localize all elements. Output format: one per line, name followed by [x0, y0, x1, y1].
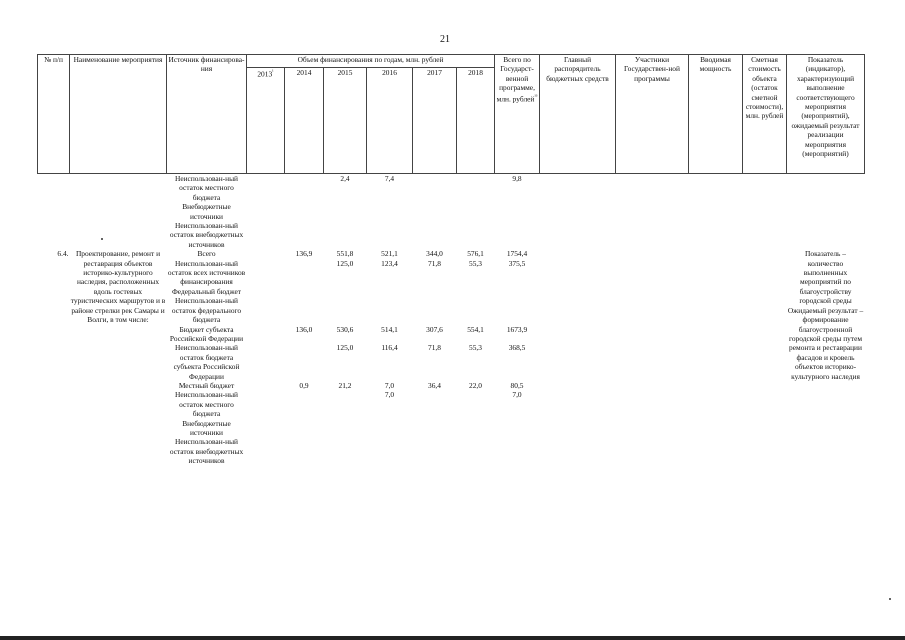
cell-total: 80,5 — [510, 380, 524, 390]
cell-total: 7,0 — [512, 390, 522, 400]
cell-2018: 576,1 — [467, 249, 484, 259]
scan-speck — [101, 238, 103, 240]
row-name — [70, 174, 167, 203]
cell-2017 — [413, 221, 457, 249]
row-source: Неиспользован-ный остаток местного бюджета — [174, 174, 238, 202]
table-row — [38, 249, 865, 258]
row-name — [70, 202, 167, 221]
cell-2016 — [367, 202, 413, 221]
cell-2013 — [247, 287, 285, 296]
cell-2017 — [413, 174, 457, 203]
row-source: Неиспользован-ный остаток бюджета субъекта Российской Федерации — [173, 343, 240, 381]
indicator-text: Показатель – количество выполненных мероприятий по благоустройству городской среды Ожидаемый результат – формирование благоустроенной городской среды путем ремонта и реставрации фасадов и кровель объектов историко-культурного наследия — [787, 249, 864, 381]
cell-total: 1754,4 — [506, 249, 528, 259]
cell-total — [495, 221, 540, 249]
cell-total — [495, 437, 540, 465]
row-source: Федеральный бюджет — [171, 286, 242, 296]
cell-2016 — [367, 437, 413, 465]
cell-total: 1673,9 — [506, 324, 528, 334]
cell-2013 — [247, 296, 285, 324]
cell-2017 — [413, 202, 457, 221]
cell-2018 — [457, 174, 495, 203]
row-name: Проектирование, ремонт и реставрация объектов историко-культурного наследия, расположенных вдоль гостевых туристических маршрутов и в районе стрелки рек Самары и Волги, в том числе: — [70, 249, 166, 325]
row-source: Всего — [197, 249, 216, 259]
cell-2013 — [247, 174, 285, 203]
row-name — [70, 381, 167, 390]
cell-2017: 344,0 — [426, 249, 443, 259]
cell-2017 — [413, 287, 457, 296]
row-source: Неиспользован-ный остаток местного бюджета — [174, 390, 238, 419]
cell-2018 — [457, 221, 495, 249]
header-year-2017: 2017 — [413, 68, 457, 174]
row-num — [38, 259, 70, 287]
cell-2018: 22,0 — [469, 380, 482, 390]
cell-2017 — [413, 390, 457, 418]
cell-2016: 7,0 — [384, 380, 395, 390]
cell-2015: 21,2 — [338, 380, 352, 390]
row-num — [38, 296, 70, 324]
row-num — [38, 419, 70, 438]
cell-2014: 136,9 — [295, 249, 313, 259]
header-total: Всего по Государст-венной программе, млн. рублей$^{^{13}}$ — [495, 55, 540, 174]
table-row — [38, 174, 865, 203]
table-row — [38, 381, 865, 390]
cell-2014: 0,9 — [299, 380, 309, 390]
cell-2015: 125,0 — [336, 343, 354, 353]
cell-2013 — [247, 381, 285, 390]
cell-total — [495, 287, 540, 296]
cell-2017: 71,8 — [428, 258, 441, 268]
cell-total: 375,5 — [508, 258, 526, 268]
row-num — [38, 221, 70, 249]
cell-2018 — [457, 419, 495, 438]
cell-2016 — [367, 287, 413, 296]
cell-2016: 116,4 — [381, 343, 398, 353]
cell-2016 — [367, 296, 413, 324]
cell-2016: 514,1 — [381, 324, 398, 334]
scan-speck — [889, 598, 891, 600]
cell-2016 — [367, 221, 413, 249]
cell-2017: 71,8 — [428, 343, 441, 353]
cell-total: 368,5 — [508, 343, 526, 353]
table-row — [38, 221, 865, 249]
row-num: 6.4. — [57, 249, 69, 259]
row-source: Неиспользован-ный остаток всех источников финансирования — [167, 258, 246, 287]
cell-2015 — [324, 202, 367, 221]
cell-2018 — [457, 296, 495, 324]
cell-2013 — [247, 390, 285, 418]
cell-2014 — [285, 174, 324, 203]
row-num — [38, 287, 70, 296]
cell-2016: 521,1 — [381, 249, 398, 259]
row-source: Неиспользован-ный остаток внебюджетных источников — [169, 221, 244, 249]
table-row — [38, 202, 865, 221]
cell-2014 — [285, 296, 324, 324]
cell-2014 — [285, 202, 324, 221]
scan-edge-bar — [0, 636, 905, 640]
row-num — [38, 325, 70, 344]
header-participants: Участники Государствен-ной программы — [616, 55, 689, 174]
cell-2015 — [324, 437, 367, 465]
header-source: Источник финансирова-ния — [167, 55, 247, 174]
cell-2013 — [247, 325, 285, 344]
row-num — [38, 202, 70, 221]
cell-2015 — [324, 221, 367, 249]
header-year-2018: 2018 — [457, 68, 495, 174]
header-year-2015: 2015 — [324, 68, 367, 174]
cell-2015: 530,6 — [336, 324, 354, 334]
header-indicator: Показатель (индикатор), характеризующий выполнение соответствующего мероприятия (мероприятий), ожидаемый результат реализации мероприятия (мероприятий) — [787, 55, 865, 174]
cell-total — [495, 296, 540, 324]
row-source: Внебюджетные источники — [182, 418, 231, 437]
header-name: Наименование мероприятия — [70, 55, 167, 174]
header-funding-group: Объем финансирования по годам, млн. рублей — [247, 55, 495, 68]
cell-total — [495, 419, 540, 438]
header-estimated-cost: Сметная стоимость объекта (остаток сметной стоимости), млн. рублей — [743, 55, 787, 174]
cell-2018: 55,3 — [469, 258, 482, 268]
cell-2018 — [457, 202, 495, 221]
row-source: Неиспользован-ный остаток внебюджетных источников — [169, 437, 244, 466]
table-row — [38, 437, 865, 465]
cell-2013 — [247, 259, 285, 287]
row-source: Неиспользован-ный остаток федерального бюджета — [171, 296, 242, 325]
cell-2013 — [247, 419, 285, 438]
cell-2014 — [285, 437, 324, 465]
cell-2013 — [247, 437, 285, 465]
cell-2018: 55,3 — [469, 343, 482, 353]
cell-total — [495, 202, 540, 221]
header-row-top — [38, 55, 865, 68]
cell-2015: 551,8 — [336, 249, 354, 259]
cell-2014: 136,0 — [295, 324, 313, 334]
row-source: Местный бюджет — [178, 380, 235, 390]
row-num — [38, 390, 70, 418]
cell-2018: 554,1 — [467, 324, 484, 334]
cell-2015 — [324, 390, 367, 418]
cell-2014 — [285, 221, 324, 249]
cell-2015 — [324, 287, 367, 296]
cell-2015: 125,0 — [336, 258, 354, 268]
header-year-2016: 2016 — [367, 68, 413, 174]
cell-2016: 123,4 — [381, 258, 398, 268]
row-name — [70, 419, 167, 438]
header-capacity: Вводимая мощность — [689, 55, 743, 174]
cell-2014 — [285, 259, 324, 287]
cell-2016: 7,0 — [384, 390, 395, 400]
cell-2013 — [247, 249, 285, 258]
row-name — [70, 221, 167, 249]
page-number: 21 — [440, 34, 450, 45]
cell-total: 9,8 — [512, 174, 522, 183]
cell-2018 — [457, 437, 495, 465]
cell-2017 — [413, 296, 457, 324]
row-source: Бюджет субъекта Российской Федерации — [169, 324, 244, 343]
cell-2015: 2,4 — [340, 174, 350, 183]
cell-2017: 36,4 — [428, 380, 441, 390]
row-source: Внебюджетные источники — [182, 202, 231, 221]
cell-2015 — [324, 296, 367, 324]
header-main-manager: Главный распорядитель бюджетных средств — [540, 55, 616, 174]
row-num — [38, 437, 70, 465]
header-year-2013: $2013^{^1}$ — [247, 68, 285, 174]
cell-2016: 7,4 — [384, 174, 395, 183]
cell-2015 — [324, 419, 367, 438]
header-year-2014: 2014 — [285, 68, 324, 174]
table-row — [38, 419, 865, 438]
cell-2017 — [413, 419, 457, 438]
cell-2018 — [457, 390, 495, 418]
cell-2013 — [247, 343, 285, 381]
cell-2014 — [285, 343, 324, 381]
cell-2018 — [457, 287, 495, 296]
cell-2014 — [285, 419, 324, 438]
table-row — [38, 390, 865, 418]
row-num — [38, 381, 70, 390]
row-num — [38, 174, 70, 203]
funding-table — [37, 54, 865, 466]
cell-2014 — [285, 390, 324, 418]
cell-2016 — [367, 419, 413, 438]
cell-2014 — [285, 287, 324, 296]
row-num — [38, 343, 70, 381]
header-num: № п/п — [38, 55, 70, 174]
cell-2013 — [247, 221, 285, 249]
row-name — [70, 390, 167, 418]
cell-2017: 307,6 — [426, 324, 443, 334]
row-name — [70, 437, 167, 465]
cell-2017 — [413, 437, 457, 465]
cell-2013 — [247, 202, 285, 221]
